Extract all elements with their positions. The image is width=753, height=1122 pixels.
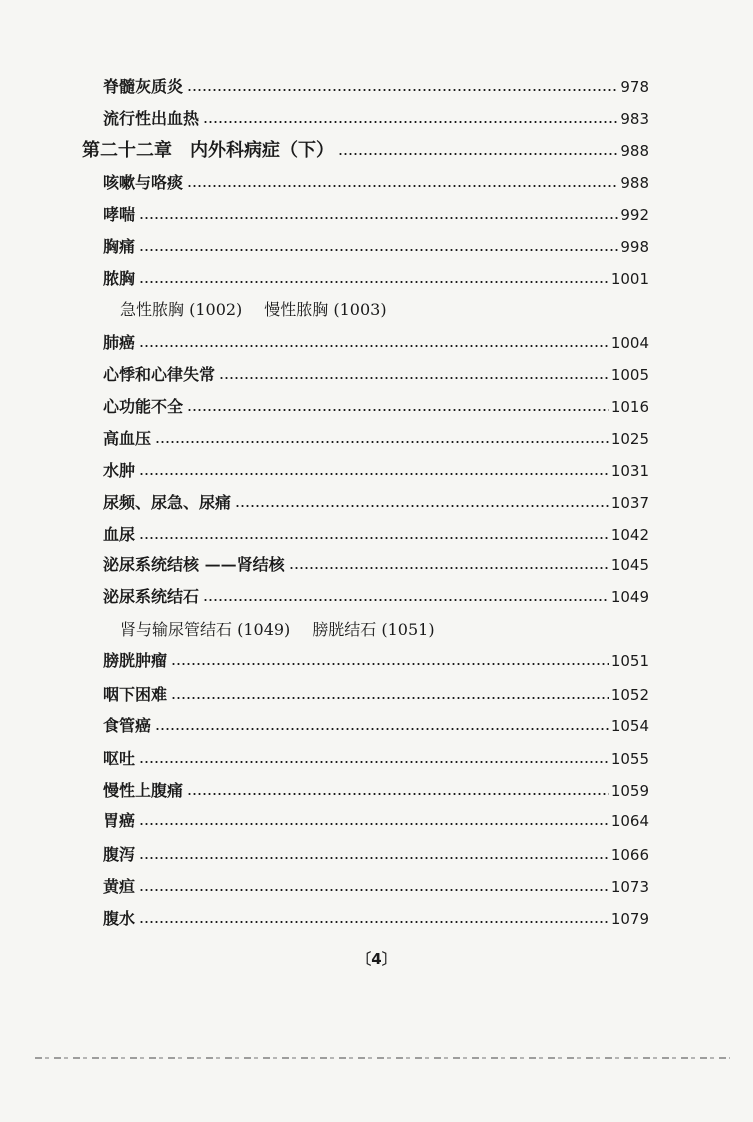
entry-title: 脓胸 bbox=[103, 269, 136, 288]
entry-title: 心功能不全 bbox=[103, 397, 184, 416]
entry-title: 腹泻 bbox=[103, 845, 136, 864]
toc-entry[interactable] bbox=[103, 171, 649, 195]
entry-title: 膀胱肿瘤 bbox=[103, 651, 168, 670]
entry-title: 慢性上腹痛 bbox=[103, 781, 184, 800]
toc-entry[interactable] bbox=[103, 75, 649, 99]
toc-entry[interactable] bbox=[103, 267, 649, 291]
entry-page: 1049 bbox=[610, 588, 649, 606]
toc-entry[interactable] bbox=[103, 235, 649, 259]
subentry[interactable]: 肾与输尿管结石 (1049) bbox=[120, 620, 291, 639]
entry-title: 胃癌 bbox=[103, 811, 136, 830]
dot-leader bbox=[139, 823, 609, 825]
entry-page: 998 bbox=[620, 238, 649, 256]
dot-leader bbox=[171, 697, 609, 699]
dot-leader bbox=[219, 377, 609, 379]
dot-leader bbox=[187, 793, 609, 795]
dot-leader bbox=[203, 121, 618, 123]
entry-page: 1064 bbox=[610, 812, 649, 830]
dot-leader bbox=[139, 217, 618, 219]
chapter-title: 第二十二章 内外科病症（下） bbox=[82, 140, 334, 161]
dot-leader bbox=[289, 567, 609, 569]
entry-title: 泌尿系统结核 ——肾结核 bbox=[103, 555, 285, 574]
entry-page: 1025 bbox=[610, 430, 649, 448]
entry-title: 哮喘 bbox=[103, 205, 136, 224]
toc-entry[interactable] bbox=[103, 107, 649, 131]
toc-entry[interactable] bbox=[103, 331, 649, 355]
toc-entry[interactable] bbox=[103, 843, 649, 867]
entry-title: 尿频、尿急、尿痛 bbox=[103, 493, 232, 512]
toc-entry[interactable] bbox=[103, 907, 649, 931]
entry-title: 高血压 bbox=[103, 429, 152, 448]
dot-leader bbox=[139, 473, 609, 475]
entry-page: 988 bbox=[620, 142, 649, 160]
dot-leader bbox=[139, 889, 609, 891]
entry-page: 1054 bbox=[610, 717, 649, 735]
toc-entry[interactable] bbox=[103, 553, 649, 577]
dot-leader bbox=[338, 153, 618, 155]
entry-page: 988 bbox=[620, 174, 649, 192]
entry-title: 脊髓灰质炎 bbox=[103, 77, 184, 96]
dot-leader bbox=[139, 345, 609, 347]
toc-entry[interactable] bbox=[103, 809, 649, 833]
toc-entry[interactable] bbox=[103, 203, 649, 227]
entry-title: 流行性出血热 bbox=[103, 109, 200, 128]
toc-entry[interactable] bbox=[103, 395, 649, 419]
entry-page: 1079 bbox=[610, 910, 649, 928]
subentry[interactable]: 急性脓胸 (1002) bbox=[120, 300, 243, 319]
entry-page: 1045 bbox=[610, 556, 649, 574]
entry-page: 1004 bbox=[610, 334, 649, 352]
entry-page: 983 bbox=[620, 110, 649, 128]
entry-title: 食管癌 bbox=[103, 716, 152, 735]
page-number: 〔4〕 bbox=[356, 950, 397, 968]
entry-page: 1037 bbox=[610, 494, 649, 512]
entry-page: 992 bbox=[620, 206, 649, 224]
dot-leader bbox=[155, 728, 609, 730]
entry-title: 泌尿系统结石 bbox=[103, 587, 200, 606]
entry-page: 1042 bbox=[610, 526, 649, 544]
entry-title: 水肿 bbox=[103, 461, 136, 480]
entry-title: 心悸和心律失常 bbox=[103, 365, 216, 384]
entry-page: 1031 bbox=[610, 462, 649, 480]
dot-leader bbox=[187, 409, 609, 411]
entry-title: 呕吐 bbox=[103, 749, 136, 768]
toc-entry[interactable] bbox=[103, 683, 649, 707]
entry-page: 1016 bbox=[610, 398, 649, 416]
subentry[interactable]: 膀胱结石 (1051) bbox=[312, 620, 435, 639]
toc-entry[interactable] bbox=[103, 585, 649, 609]
dot-leader bbox=[155, 441, 609, 443]
entry-page: 1005 bbox=[610, 366, 649, 384]
dot-leader bbox=[139, 281, 609, 283]
toc-entry[interactable] bbox=[103, 649, 649, 673]
dot-leader bbox=[171, 663, 609, 665]
entry-title: 咽下困难 bbox=[103, 685, 168, 704]
scan-edge-rule bbox=[35, 1057, 730, 1059]
toc-entry[interactable] bbox=[103, 427, 649, 451]
entry-title: 黄疸 bbox=[103, 877, 136, 896]
subentry[interactable]: 慢性脓胸 (1003) bbox=[264, 300, 387, 319]
dot-leader bbox=[187, 185, 618, 187]
toc-entry[interactable] bbox=[103, 714, 649, 738]
entry-page: 1073 bbox=[610, 878, 649, 896]
dot-leader bbox=[139, 921, 609, 923]
entry-title: 肺癌 bbox=[103, 333, 136, 352]
dot-leader bbox=[235, 505, 609, 507]
toc-entry[interactable] bbox=[103, 523, 649, 547]
chapter-heading[interactable] bbox=[82, 139, 649, 163]
entry-title: 咳嗽与咯痰 bbox=[103, 173, 184, 192]
entry-title: 血尿 bbox=[103, 525, 136, 544]
entry-page: 1051 bbox=[610, 652, 649, 670]
dot-leader bbox=[139, 857, 609, 859]
toc-entry[interactable] bbox=[103, 491, 649, 515]
toc-entry[interactable] bbox=[103, 875, 649, 899]
entry-page: 1001 bbox=[610, 270, 649, 288]
entry-page: 1052 bbox=[610, 686, 649, 704]
toc-entry[interactable] bbox=[103, 459, 649, 483]
dot-leader bbox=[187, 89, 618, 91]
toc-entry[interactable] bbox=[103, 363, 649, 387]
toc-entry[interactable] bbox=[103, 779, 649, 803]
dot-leader bbox=[139, 537, 609, 539]
dot-leader bbox=[139, 761, 609, 763]
dot-leader bbox=[203, 599, 609, 601]
toc-subentries bbox=[120, 298, 387, 322]
entry-page: 1059 bbox=[610, 782, 649, 800]
dot-leader bbox=[139, 249, 618, 251]
entry-page: 978 bbox=[620, 78, 649, 96]
toc-entry[interactable] bbox=[103, 747, 649, 771]
entry-title: 腹水 bbox=[103, 909, 136, 928]
toc-subentries bbox=[120, 618, 435, 642]
entry-page: 1055 bbox=[610, 750, 649, 768]
entry-page: 1066 bbox=[610, 846, 649, 864]
entry-title: 胸痛 bbox=[103, 237, 136, 256]
